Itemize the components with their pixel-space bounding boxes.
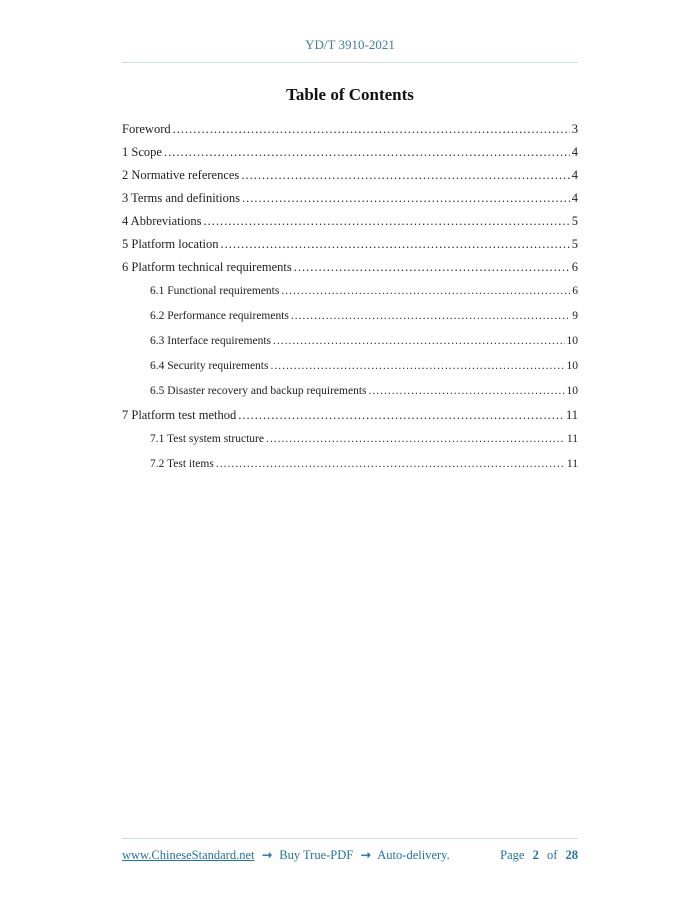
total-page-number: 28 [565,848,578,862]
page-footer [122,838,578,863]
toc-entry-page: 3 [571,122,578,136]
toc-entry[interactable] [122,210,578,233]
footer-delivery-text: Auto-delivery. [377,848,450,862]
toc-dot-leader [221,233,570,256]
toc-entry-page: 9 [572,310,578,322]
toc-entry-label: 6.4 Security requirements [150,360,269,372]
toc-entry-label: 3 Terms and definitions [122,191,240,205]
toc-dot-leader [173,118,570,141]
site-link[interactable]: www.ChineseStandard.net [122,848,255,862]
toc-entry[interactable] [122,404,578,427]
header-divider [122,62,578,63]
toc-entry[interactable] [122,427,578,452]
toc-entry-page: 11 [565,408,578,422]
current-page-number: 2 [532,848,539,862]
document-code: YD/T 3910-2021 [305,37,395,52]
toc-entry-label: 7.1 Test system structure [150,433,264,445]
toc-entry[interactable] [122,329,578,354]
toc-entry-label: 4 Abbreviations [122,214,202,228]
toc-entry[interactable] [122,452,578,477]
toc-dot-leader [204,210,570,233]
toc-entry-page: 4 [571,191,578,205]
page-title: Table of Contents [286,85,414,104]
toc-entry[interactable] [122,256,578,279]
page-word: Page [500,848,525,862]
toc-entry-label: 6 Platform technical requirements [122,260,292,274]
toc-entry-page: 6 [572,285,578,297]
toc-entry-label: 1 Scope [122,145,162,159]
toc-dot-leader [273,329,564,354]
toc-entry[interactable] [122,141,578,164]
toc-entry-label: 6.1 Functional requirements [150,285,280,297]
toc-entry-page: 6 [571,260,578,274]
toc-entry-page: 10 [566,360,578,372]
toc-list [122,118,578,477]
toc-entry-label: 6.2 Performance requirements [150,310,289,322]
page-header [122,0,578,63]
toc-dot-leader [238,404,564,427]
toc-entry[interactable] [122,379,578,404]
toc-entry-label: 2 Normative references [122,168,240,182]
toc-entry-page: 4 [571,145,578,159]
toc-entry-label: 7.2 Test items [150,458,214,470]
toc-entry-label: 6.5 Disaster recovery and backup requirements [150,385,367,397]
arrow-right-icon: → [261,847,273,862]
toc-entry[interactable] [122,233,578,256]
toc-dot-leader [266,427,565,452]
toc-dot-leader [369,379,565,404]
toc-dot-leader [281,279,570,304]
toc-entry-label: Foreword [122,122,171,136]
page-indicator [500,847,578,863]
toc-entry-label: 6.3 Interface requirements [150,335,272,347]
toc-entry-page: 10 [566,385,578,397]
toc-entry[interactable] [122,279,578,304]
toc-entry-page: 11 [566,458,578,470]
footer-promo-line [122,847,450,863]
toc-entry[interactable] [122,304,578,329]
toc-entry-page: 5 [571,237,578,251]
toc-entry[interactable] [122,354,578,379]
arrow-right-icon: → [360,847,371,862]
toc-dot-leader [242,187,570,210]
toc-entry-page: 11 [566,433,578,445]
toc-dot-leader [164,141,570,164]
toc-dot-leader [270,354,564,379]
footer-buy-text: Buy True-PDF [279,848,354,862]
toc-entry-page: 4 [571,168,578,182]
toc-dot-leader [216,452,565,477]
toc-entry-label: 5 Platform location [122,237,219,251]
toc-dot-leader [291,304,570,329]
toc-dot-leader [241,164,569,187]
toc-entry-page: 5 [571,214,578,228]
toc-entry[interactable] [122,118,578,141]
toc-dot-leader [294,256,570,279]
of-word: of [546,848,558,862]
toc-entry-page: 10 [566,335,578,347]
toc-entry[interactable] [122,164,578,187]
toc-entry-label: 7 Platform test method [122,408,237,422]
toc-entry[interactable] [122,187,578,210]
